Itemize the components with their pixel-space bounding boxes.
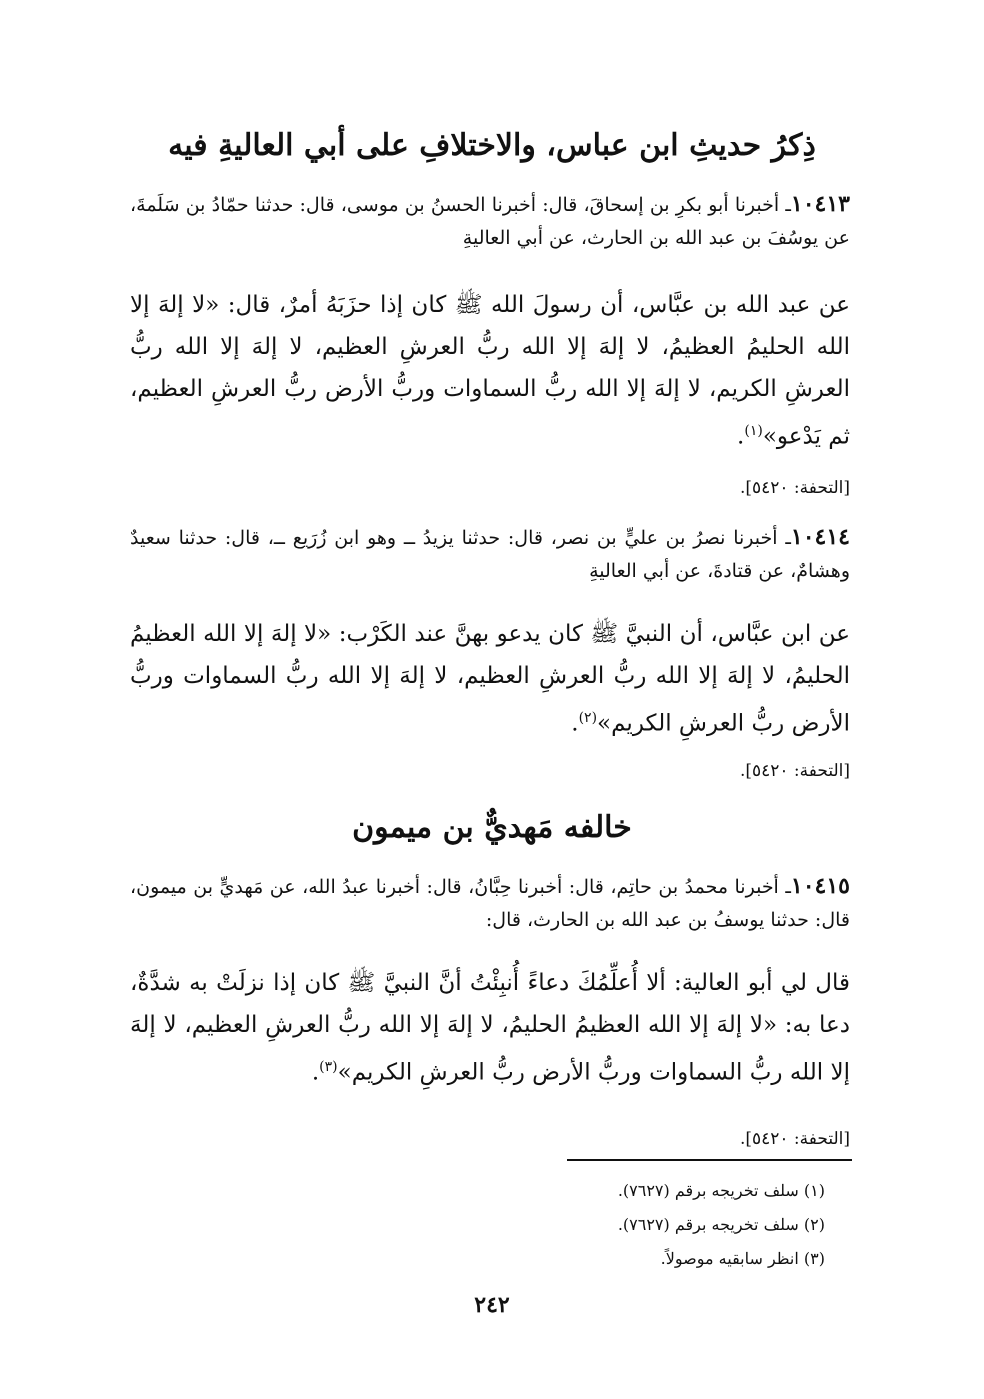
footnote-1: (١) سلف تخريجه برقم (٧٦٢٧). bbox=[617, 1181, 825, 1200]
hadith-text-10414 bbox=[130, 613, 850, 745]
footnote-mark: (٢) bbox=[578, 710, 598, 726]
footnote-mark: (١) bbox=[744, 423, 763, 439]
matn-text: قال لي أبو العالية: ألا أُعلِّمُكَ دعاءً أُنبِئْتُ أنَّ النبيَّ ﷺ كان إذا نزلَتْ به شدَّةٌ، دعا به: «لا إلهَ إلا الله العظيمُ الحليمُ، لا إلهَ إلا الله ربُّ العرشِ العظيم، لا إلهَ إلا الله ربُّ السماوات وربُّ الأرض ربُّ العرشِ الكريم» bbox=[130, 970, 850, 1086]
isnad-text: أخبرنا محمدُ بن حاتِم، قال: أخبرنا حِبَّانُ، قال: أخبرنا عبدُ الله، عن مَهديٍّ بن ميمون، قال: حدثنا يوسفُ بن عبد الله بن الحارث، قال: bbox=[130, 876, 850, 931]
matn-text: عن ابن عبَّاس، أن النبيَّ ﷺ كان يدعو بهنَّ عند الكَرْب: «لا إلهَ إلا الله العظيمُ الحليمُ، لا إلهَ إلا الله ربُّ العرشِ العظيم، لا إلهَ إلا الله ربُّ السماوات وربُّ الأرض ربُّ العرشِ الكريم» bbox=[130, 621, 850, 737]
hadith-number: ١٠٤١٣ bbox=[790, 191, 850, 217]
footnote-3: (٣) انظر سابقيه موصولاً. bbox=[660, 1249, 825, 1268]
tuhfa-reference-10414: [التحفة: ٥٤٢٠]. bbox=[739, 761, 850, 781]
hadith-chain-10414 bbox=[130, 521, 850, 588]
isnad-text: أخبرنا نصرُ بن عليٍّ بن نصر، قال: حدثنا يزيدُ ــ وهو ابن زُرَيع ــ، قال: حدثنا سعيدٌ وهشامٌ، عن قتادةَ، عن أبي العاليةِ bbox=[130, 527, 850, 582]
footnote-mark: (٣) bbox=[319, 1059, 338, 1075]
hadith-chain-10413 bbox=[130, 188, 850, 255]
hadith-text-10413 bbox=[130, 284, 850, 458]
tuhfa-reference-10413: [التحفة: ٥٤٢٠]. bbox=[739, 478, 850, 498]
number-dash: ـ bbox=[778, 876, 791, 898]
footnotes-list bbox=[300, 1174, 825, 1276]
matn-end: . bbox=[571, 710, 579, 737]
hadith-number: ١٠٤١٥ bbox=[790, 873, 850, 899]
footnote-divider bbox=[567, 1159, 852, 1161]
tuhfa-reference-10415: [التحفة: ٥٤٢٠]. bbox=[739, 1129, 850, 1149]
matn-end: . bbox=[311, 1059, 320, 1086]
page-number: ٢٤٢ bbox=[474, 1292, 510, 1318]
hadith-chain-10415 bbox=[130, 870, 850, 937]
section-heading-1: ذِكرُ حديثِ ابن عباس، والاختلافِ على أبي العاليةِ فيه bbox=[168, 128, 816, 163]
hadith-text-10415 bbox=[130, 962, 850, 1094]
number-dash: ـ bbox=[779, 194, 791, 216]
number-dash: ـ bbox=[777, 527, 791, 549]
hadith-number: ١٠٤١٤ bbox=[790, 524, 850, 550]
footnote-2: (٢) سلف تخريجه برقم (٧٦٢٧). bbox=[617, 1215, 825, 1234]
matn-end: . bbox=[737, 423, 745, 450]
section-heading-2: خالفه مَهديٌّ بن ميمون bbox=[352, 810, 632, 845]
matn-text: عن عبد الله بن عبَّاس، أن رسولَ الله ﷺ كان إذا حزَبَهُ أمرٌ، قال: «لا إلهَ إلا الله الحليمُ العظيمُ، لا إلهَ إلا الله ربُّ العرشِ العظيم، لا إلهَ إلا الله ربُّ العرشِ الكريم، لا إلهَ إلا الله ربُّ السماوات وربُّ الأرض ربُّ العرشِ العظيم، ثم يَدْعو» bbox=[130, 292, 850, 450]
isnad-text: أخبرنا أبو بكرِ بن إسحاقَ، قال: أخبرنا الحسنُ بن موسى، قال: حدثنا حمّادُ بن سَلَمةَ، عن يوسُفَ بن عبد الله بن الحارث، عن أبي العاليةِ bbox=[130, 194, 850, 249]
